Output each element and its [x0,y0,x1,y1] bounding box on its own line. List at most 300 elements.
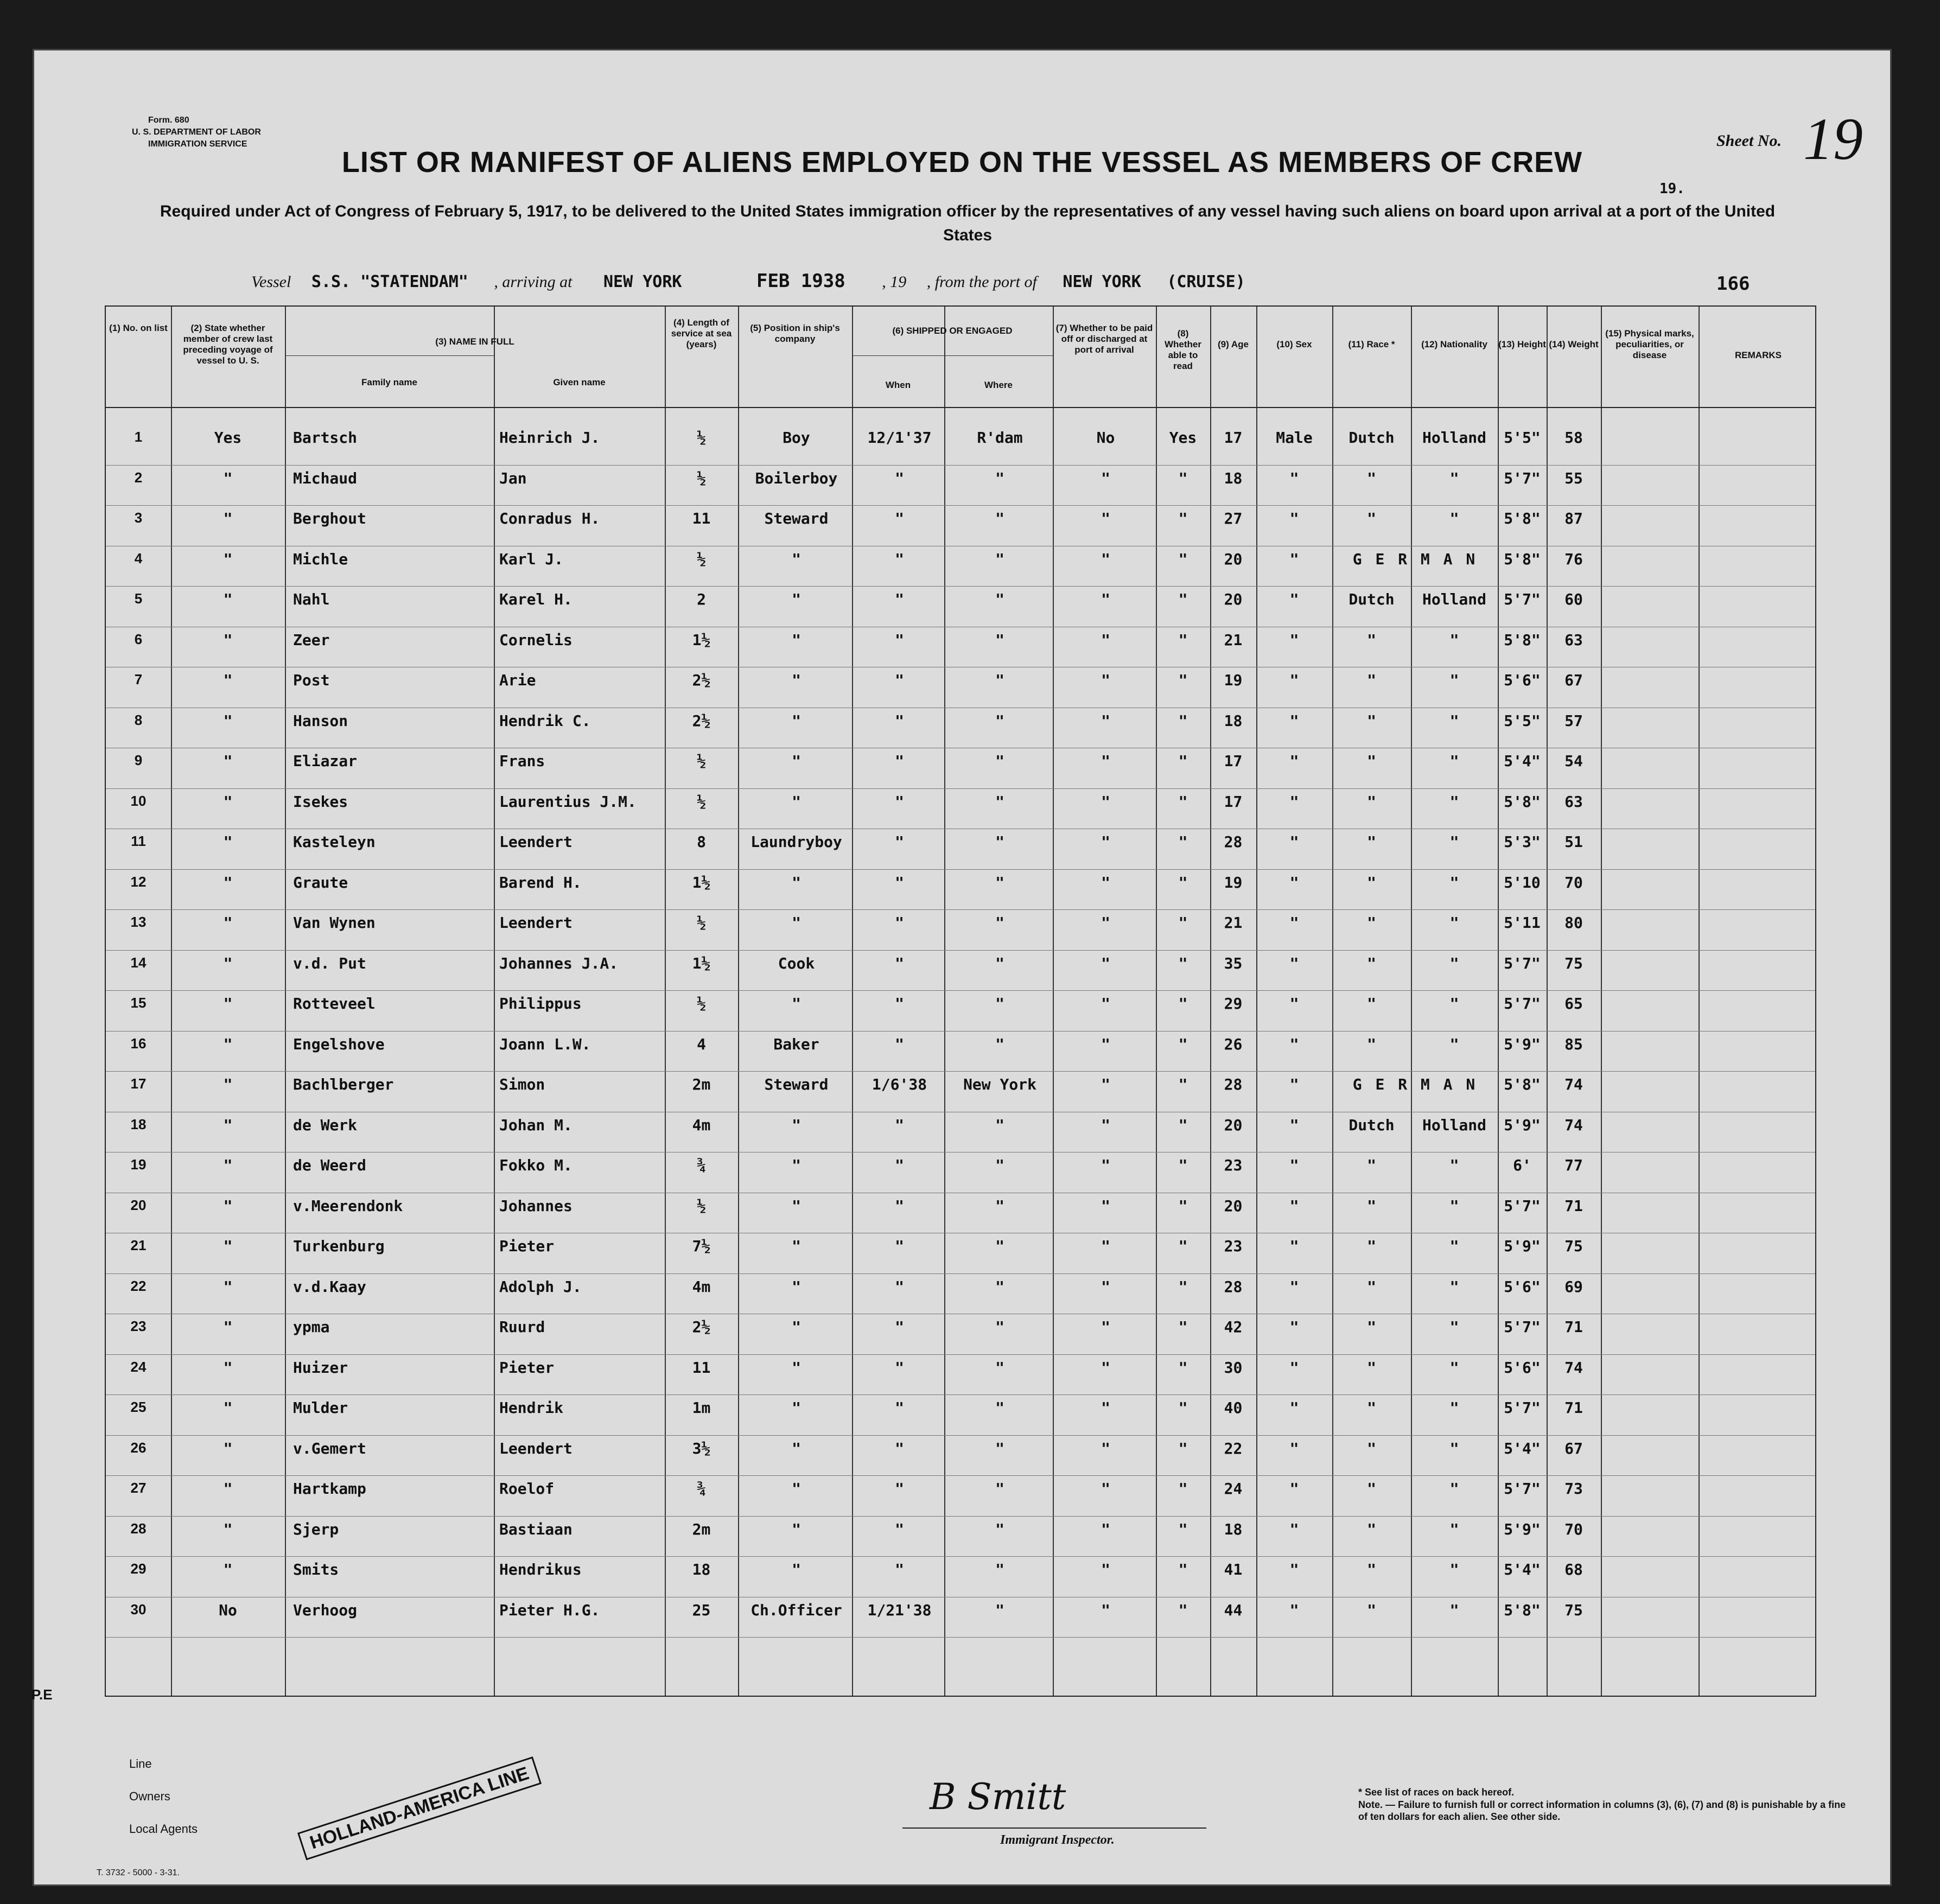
cell-when: " [895,1277,904,1296]
cell-race: " [1367,954,1376,972]
cell-service: ½ [697,1196,706,1215]
cell-prev: " [223,954,233,972]
cell-given: Leendert [499,833,573,851]
cruise-note: (CRUISE) [1167,272,1245,291]
cell-read: " [1178,995,1188,1013]
crew-table [105,305,1816,1697]
cell-paid: " [1101,1075,1110,1093]
cell-given: Fokko M. [499,1156,573,1174]
cell-paid: " [1101,1035,1110,1053]
cell-when: " [895,631,904,649]
cell-given: Adolph J. [499,1277,582,1296]
vessel-name: S.S. "STATENDAM" [311,272,468,291]
col-age: (9) Age [1218,339,1249,349]
cell-when: " [895,1439,904,1457]
cell-where: " [995,792,1004,811]
manifest-sheet [33,49,1892,1886]
cell-nationality: " [1449,1318,1459,1336]
form-number: Form. 680 [148,116,189,125]
cell-sex: " [1289,1075,1299,1093]
cell-given: Heinrich J. [499,429,600,447]
cell-when: " [895,671,904,689]
cell-read: " [1178,1156,1188,1174]
cell-read: " [1178,1358,1188,1377]
cell-paid: " [1101,833,1110,851]
cell-paid: " [1101,1601,1110,1619]
cell-family: Van Wynen [293,914,376,932]
cell-sex: " [1289,1035,1299,1053]
cell-weight: 87 [1564,510,1583,527]
cell-age: 41 [1224,1561,1243,1578]
cell-read: " [1178,1075,1188,1093]
cell-when: " [895,1520,904,1538]
cell-sex: " [1289,711,1299,730]
table-row [106,1035,1815,1076]
cell-age: 35 [1224,954,1243,972]
cell-position: Ch.Officer [750,1601,842,1619]
cell-where: " [995,995,1004,1013]
cell-height: 5'6" [1504,1358,1541,1377]
cell-where: " [995,671,1004,689]
cell-where: " [995,1601,1004,1619]
sheet-label: Sheet No. [1716,132,1782,150]
cell-race: " [1367,469,1376,487]
col-name: (3) NAME IN FULL [435,336,514,347]
cell-race: " [1367,914,1376,932]
cell-nationality: " [1449,1035,1459,1053]
year-label: , 19 [882,273,907,291]
cell-family: Verhoog [293,1601,358,1619]
cell-service: 1m [692,1399,711,1417]
cell-sex: " [1289,1399,1299,1417]
table-row [106,1520,1815,1561]
cell-position: " [792,1520,801,1538]
cell-where: " [995,1237,1004,1255]
cell-height: 5'8" [1504,1601,1541,1619]
vessel-line [251,270,1825,296]
cell-race: G E R M A N [1352,1075,1478,1093]
cell-weight: 74 [1564,1116,1583,1134]
margin-note: P.E [31,1686,53,1703]
table-row [106,1318,1815,1359]
col-given-name: Given name [553,377,606,387]
cell-height: 5'7" [1504,1318,1541,1336]
cell-position: " [792,873,801,891]
from-port: NEW YORK [1063,272,1141,291]
cell-position: Boy [783,429,810,447]
cell-race: " [1367,1520,1376,1538]
cell-weight: 75 [1564,1237,1583,1255]
cell-sex: " [1289,1237,1299,1255]
cell-given: Conradus H. [499,510,600,527]
race-note: * See list of races on back hereof. [1358,1787,1515,1798]
cell-service: ½ [697,429,706,447]
cell-where: " [995,1277,1004,1296]
cell-nationality: " [1449,510,1459,527]
table-row [106,1197,1815,1238]
table-row [106,914,1815,954]
arriving-port: NEW YORK [603,272,682,291]
cell-where: " [995,1520,1004,1538]
cell-where: " [995,1156,1004,1174]
cell-read: " [1178,1116,1188,1134]
cell-read: " [1178,1035,1188,1053]
col-paid-off: (7) Whether to be paid off or discharged at port of arrival [1055,323,1153,355]
cell-nationality: " [1449,671,1459,689]
cell-service: ¾ [697,1156,706,1174]
cell-prev: " [223,1358,233,1377]
col-when: When [885,380,911,390]
cell-weight: 63 [1564,792,1583,811]
cell-sex: " [1289,995,1299,1013]
cell-no: 25 [130,1399,147,1415]
cell-weight: 85 [1564,1035,1583,1053]
col-family-name: Family name [361,377,417,387]
col-sex: (10) Sex [1276,339,1312,349]
cell-race: " [1367,1196,1376,1215]
cell-when: " [895,550,904,568]
cell-weight: 73 [1564,1480,1583,1498]
cell-race: Dutch [1349,429,1395,447]
cell-age: 28 [1224,1075,1243,1093]
cell-service: ½ [697,914,706,932]
col-weight: (14) Weight [1549,339,1599,349]
cell-paid: " [1101,1358,1110,1377]
cell-given: Jan [499,469,527,487]
cell-given: Johannes [499,1196,573,1215]
cell-age: 19 [1224,873,1243,891]
cell-service: 11 [692,1358,711,1377]
cell-race: " [1367,1035,1376,1053]
cell-no: 19 [130,1156,147,1173]
sheet-number: 19 [1803,106,1863,172]
cell-where: " [995,631,1004,649]
cell-race: " [1367,1480,1376,1498]
cell-height: 5'7" [1504,1480,1541,1498]
cell-weight: 75 [1564,954,1583,972]
cell-age: 27 [1224,510,1243,527]
cell-where: " [995,1480,1004,1498]
cell-sex: " [1289,1116,1299,1134]
cell-given: Hendrikus [499,1561,582,1578]
cell-height: 5'7" [1504,1399,1541,1417]
date-stamp: FEB 1938 [756,270,845,292]
cell-position: " [792,1318,801,1336]
cell-height: 6' [1513,1156,1531,1174]
cell-race: " [1367,510,1376,527]
cell-when: " [895,1237,904,1255]
cell-nationality: " [1449,792,1459,811]
cell-paid: " [1101,469,1110,487]
cell-family: Isekes [293,792,348,811]
cell-service: ½ [697,752,706,770]
cell-given: Ruurd [499,1318,545,1336]
cell-sex: " [1289,1318,1299,1336]
cell-family: v.Gemert [293,1439,366,1457]
cell-race: " [1367,833,1376,851]
line-label: Line [129,1757,152,1771]
cell-nationality: " [1449,914,1459,932]
cell-nationality: " [1449,873,1459,891]
table-row [106,1075,1815,1116]
cell-sex: " [1289,631,1299,649]
table-row [106,1359,1815,1399]
cell-nationality: " [1449,1156,1459,1174]
table-row [106,1480,1815,1520]
cell-weight: 69 [1564,1277,1583,1296]
cell-read: " [1178,1601,1188,1619]
cell-no: 23 [130,1318,147,1334]
cell-service: 7½ [692,1237,711,1255]
cell-no: 10 [130,792,147,809]
cell-nationality: Holland [1422,429,1486,447]
cell-when: 1/6'38 [872,1075,927,1093]
cell-position: Laundryboy [750,833,842,851]
table-row [106,1237,1815,1278]
cell-no: 2 [134,469,143,486]
col-prev-voyage: (2) State whether member of crew last preceding voyage of vessel to U. S. [183,323,273,366]
cell-height: 5'7" [1504,590,1541,608]
cell-read: " [1178,1277,1188,1296]
cell-age: 18 [1224,711,1243,730]
cell-prev: " [223,1196,233,1215]
cell-family: Hartkamp [293,1480,366,1498]
cell-sex: " [1289,590,1299,608]
cell-race: " [1367,1237,1376,1255]
cell-prev: " [223,752,233,770]
cell-paid: " [1101,1561,1110,1578]
cell-paid: " [1101,1439,1110,1457]
cell-weight: 76 [1564,550,1583,568]
cell-nationality: " [1449,1480,1459,1498]
cell-read: " [1178,711,1188,730]
cell-position: Steward [764,510,829,527]
cell-no: 17 [130,1075,147,1092]
cell-race: " [1367,671,1376,689]
cell-weight: 80 [1564,914,1583,932]
cell-read: " [1178,671,1188,689]
cell-when: " [895,1399,904,1417]
cell-position: " [792,631,801,649]
cell-no: 21 [130,1237,147,1253]
cell-where: " [995,1561,1004,1578]
cell-family: Bachlberger [293,1075,394,1093]
cell-weight: 67 [1564,1439,1583,1457]
cell-height: 5'9" [1504,1237,1541,1255]
table-row [106,1440,1815,1480]
cell-paid: " [1101,711,1110,730]
cell-position: " [792,914,801,932]
table-row [106,469,1815,510]
cell-paid: " [1101,873,1110,891]
cell-given: Simon [499,1075,545,1093]
cell-prev: " [223,1035,233,1053]
table-row [106,954,1815,995]
cell-prev: " [223,1480,233,1498]
cell-when: " [895,954,904,972]
cell-weight: 71 [1564,1399,1583,1417]
cell-sex: " [1289,914,1299,932]
table-row [106,510,1815,550]
cell-paid: " [1101,1196,1110,1215]
cell-paid: " [1101,671,1110,689]
cell-paid: " [1101,954,1110,972]
cell-height: 5'11 [1504,914,1541,932]
cell-age: 28 [1224,1277,1243,1296]
cell-age: 17 [1224,429,1243,447]
cell-nationality: " [1449,1601,1459,1619]
cell-family: de Werk [293,1116,358,1134]
cell-when: " [895,1561,904,1578]
col-shipped: (6) SHIPPED OR ENGAGED [892,326,1013,336]
cell-position: Cook [778,954,815,972]
cell-height: 5'8" [1504,1075,1541,1093]
cell-race: Dutch [1349,1116,1395,1134]
cell-position: " [792,1480,801,1498]
cell-position: Steward [764,1075,829,1093]
cell-given: Pieter H.G. [499,1601,600,1619]
cell-prev: " [223,792,233,811]
cell-where: " [995,550,1004,568]
cell-family: Smits [293,1561,339,1578]
cell-service: 2m [692,1075,711,1093]
cell-read: " [1178,833,1188,851]
cell-prev: " [223,1318,233,1336]
cell-position: " [792,995,801,1013]
cell-sex: " [1289,1156,1299,1174]
cell-where: " [995,711,1004,730]
cell-when: " [895,873,904,891]
cell-paid: " [1101,1399,1110,1417]
cell-nationality: " [1449,1520,1459,1538]
cell-given: Leendert [499,914,573,932]
cell-paid: " [1101,914,1110,932]
cell-when: " [895,711,904,730]
cell-position: " [792,1439,801,1457]
cell-given: Pieter [499,1358,555,1377]
cell-sex: " [1289,752,1299,770]
cell-no: 24 [130,1358,147,1375]
cell-prev: " [223,914,233,932]
cell-read: " [1178,1480,1188,1498]
cell-service: ½ [697,792,706,811]
cell-family: Graute [293,873,348,891]
cell-where: New York [963,1075,1036,1093]
cell-height: 5'8" [1504,631,1541,649]
cell-height: 5'7" [1504,995,1541,1013]
cell-age: 21 [1224,631,1243,649]
cell-position: Baker [773,1035,819,1053]
cell-read: " [1178,1399,1188,1417]
cell-where: " [995,873,1004,891]
print-code: T. 3732 - 5000 - 3-31. [97,1868,180,1877]
cell-height: 5'7" [1504,1196,1541,1215]
owners-label: Owners [129,1790,170,1803]
cell-where: " [995,1035,1004,1053]
cell-sex: " [1289,1601,1299,1619]
cell-sex: " [1289,510,1299,527]
col-read: (8) Whether able to read [1165,328,1201,371]
cell-weight: 60 [1564,590,1583,608]
cell-read: " [1178,1439,1188,1457]
cell-where: " [995,510,1004,527]
cell-service: 3½ [692,1439,711,1457]
cell-service: 8 [697,833,706,851]
cell-height: 5'10 [1504,873,1541,891]
department-label: U. S. DEPARTMENT OF LABOR [132,128,261,137]
cell-given: Pieter [499,1237,555,1255]
cell-when: " [895,1035,904,1053]
cell-sex: " [1289,1277,1299,1296]
cell-height: 5'4" [1504,752,1541,770]
cell-sex: " [1289,1561,1299,1578]
cell-read: " [1178,1237,1188,1255]
table-row [106,429,1815,469]
cell-given: Cornelis [499,631,573,649]
cell-no: 12 [130,873,147,890]
cell-height: 5'9" [1504,1035,1541,1053]
cell-family: Engelshove [293,1035,385,1053]
cell-prev: " [223,671,233,689]
cell-prev: " [223,510,233,527]
cell-no: 22 [130,1277,147,1294]
cell-height: 5'5" [1504,711,1541,730]
cell-weight: 71 [1564,1318,1583,1336]
col-position: (5) Position in ship's company [750,323,840,344]
cell-age: 40 [1224,1399,1243,1417]
cell-where: " [995,1318,1004,1336]
cell-service: ½ [697,469,706,487]
cell-family: Turkenburg [293,1237,385,1255]
cell-position: " [792,1237,801,1255]
cell-height: 5'8" [1504,550,1541,568]
cell-family: Nahl [293,590,330,608]
cell-weight: 70 [1564,873,1583,891]
cell-given: Johannes J.A. [499,954,619,972]
cell-prev: " [223,1156,233,1174]
cell-race: " [1367,995,1376,1013]
cell-weight: 51 [1564,833,1583,851]
cell-no: 8 [134,711,143,728]
table-row [106,874,1815,914]
cell-service: 4 [697,1035,706,1053]
cell-family: v.d.Kaay [293,1277,366,1296]
cell-read: " [1178,510,1188,527]
cell-given: Philippus [499,995,582,1013]
cell-weight: 58 [1564,429,1583,447]
cell-nationality: " [1449,469,1459,487]
cell-weight: 75 [1564,1601,1583,1619]
cell-height: 5'6" [1504,671,1541,689]
table-row [106,995,1815,1035]
cell-when: " [895,590,904,608]
cell-nationality: " [1449,752,1459,770]
cell-no: 20 [130,1196,147,1213]
cell-when: " [895,1196,904,1215]
cell-height: 5'7" [1504,954,1541,972]
cell-service: 18 [692,1561,711,1578]
col-service: (4) Length of service at sea (years) [671,317,732,349]
table-row [106,1399,1815,1440]
cell-age: 23 [1224,1237,1243,1255]
cell-read: " [1178,631,1188,649]
cell-where: " [995,469,1004,487]
cell-where: R'dam [977,429,1023,447]
cell-prev: " [223,873,233,891]
cell-nationality: " [1449,1399,1459,1417]
cell-family: Berghout [293,510,366,527]
cell-prev: " [223,590,233,608]
